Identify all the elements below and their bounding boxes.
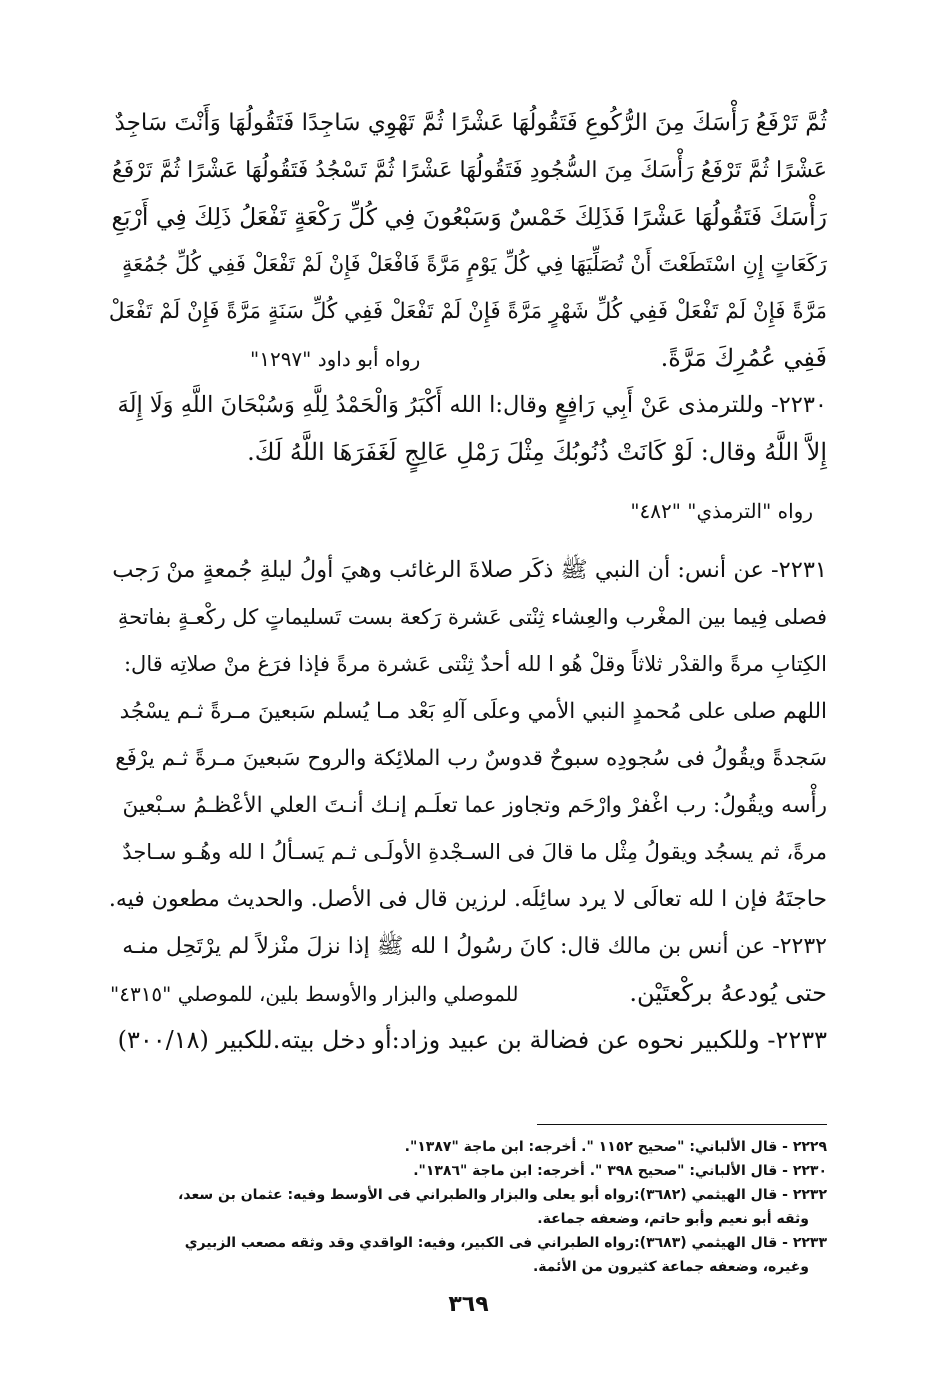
text-line (110, 688, 827, 735)
text-line (110, 641, 827, 688)
hadith-2230-source: رواه "الترمذي" "٤٨٢" (630, 499, 813, 523)
hadith-2229-line-6: فَفِي عُمُرِكَ مَرَّةً. (660, 344, 827, 372)
footnote-2232-continued: وثقه أبو نعيم وأبو حاتم، وضعفه جماعة. (537, 1211, 809, 1227)
text-line (110, 147, 827, 194)
text-line (110, 829, 827, 876)
hadith-2231-line-1: ٢٢٣١- عن أنس: أن النبي ﷺ ذكَر صلاةَ الرغائب وهيَ أولُ ليلةِ جُمعةٍ منْ رَجب (112, 557, 827, 583)
text-line (110, 488, 827, 535)
page-number: ٣٦٩ (448, 1292, 489, 1317)
text-line (110, 735, 827, 782)
text-line (110, 100, 827, 147)
text-line (110, 782, 827, 829)
footnote-divider (537, 1124, 827, 1125)
hadith-2229-line-2: عَشْرًا ثُمَّ تَرْفَعُ رَأْسَكَ مِنَ السُّجُودِ فَتَقُولُهَا عَشْرًا ثُمَّ تَسْجُدُ فَتَقُولُهَا عَشْرًا ثُمَّ تَرْفَعُ (111, 158, 827, 183)
text-line (110, 594, 827, 641)
hadith-2230-line-1: ٢٢٣٠- وللترمذى عَنْ أَبِي رَافِعٍ وقال:ا الله أَكْبَرُ وَالْحَمْدُ لِلَّهِ وَسُبْحَانَ اللَّهِ وَلَا إِلَهَ (117, 392, 827, 418)
hadith-2231-line-2: فصلى فِيما بين المغْرب والعِشاء ثِنْتى عَشرة رَكعة بست تَسليماتٍ كل ركْعـةٍ بفاتحةِ (117, 605, 827, 629)
text-line (110, 241, 827, 288)
hadith-2231-line-4: اللهم صلى على مُحمدٍ النبي الأمي وعلَى آلهِ بَعْد مـا يُسلم سَبعينَ مـرةً ثـم يسْجُد (119, 699, 827, 724)
hadith-2231-line-7: مرةً، ثم يسجُد ويقولُ مِثْل ما قالَ فى السـجْدةِ الأولَـى ثـم يَسـألُ ا لله وهُـو سـاجدٌ (122, 840, 827, 864)
hadith-2232-line-1: ٢٢٣٢- عن أنس بن مالك قال: كانَ رسُولُ ا لله ﷺ إذا نزلَ منْزلاً لم يرْتَحِل منـه (122, 934, 827, 959)
footnote-2229: ٢٢٢٩ - قال الألباني: "صحيح ١١٥٢ ". أخرجه: ابن ماجة "١٣٨٧". (404, 1139, 827, 1155)
hadith-2229-source: رواه أبو داود "١٢٩٧" (250, 347, 421, 371)
footnote-2233: ٢٢٣٣ - قال الهيثمي (٣٦٨٣):رواه الطبراني فى الكبير، وفيه: الواقدي وقد وثقه مصعب الزبيري (184, 1235, 827, 1251)
text-line (110, 876, 827, 923)
hadith-2231-line-8: حاجتَهُ فإن ا لله تعالَى لا يرد سائِلَه. لرزين قال فى الأصل. والحديث مطعون فيه. (108, 887, 827, 912)
hadith-2229-line-3: رَأْسَكَ فَتَقُولُهَا عَشْرًا فَذَلِكَ خَمْسٌ وَسَبْعُونَ فِي كُلِّ رَكْعَةٍ تَفْعَلُ ذَلِكَ فِي أَرْبَعِ (111, 203, 827, 231)
text-line (110, 194, 827, 241)
footnote-2233-continued: وغيره، وضعفه جماعة كثيرون من الأئمة. (532, 1259, 809, 1275)
text-line (110, 429, 827, 476)
text-line (110, 547, 827, 594)
text-line (110, 335, 827, 382)
footnotes (110, 1135, 827, 1279)
hadith-2232-source: للموصلي والبزار والأوسط بلين، للموصلي "٤٣١٥" (110, 982, 519, 1006)
hadith-2231-line-5: سَجدةً ويقُولُ فى سُجودِه سبوحٌ قدوسٌ رب الملائِكة والروح سَبعينَ مـرةً ثـم يرْفَع (115, 746, 827, 771)
text-line (110, 288, 827, 335)
footnote-2230: ٢٢٣٠ - قال الألباني: "صحيح ٣٩٨ ". أخرجه: ابن ماجة "١٣٨٦". (413, 1163, 827, 1179)
hadith-2231-line-3: الكِتابِ مرةً والقدْر ثلاثاً وقلْ هُو ا لله أحدٌ ثِنْتى عَشرة مرةً فإذا فرَغ منْ صلاتِه قال: (123, 652, 827, 676)
hadith-2232-line-2: حتى يُودعهُ بركْعتَيْن. (629, 979, 827, 1007)
text-line (110, 923, 827, 970)
main-text (110, 100, 827, 1064)
hadith-2229-line-1: ثُمَّ تَرْفَعُ رَأْسَكَ مِنَ الرُّكُوعِ فَتَقُولُهَا عَشْرًا ثُمَّ تَهْوِي سَاجِدًا فَتَقُولُهَا وَأَنْتَ سَاجِدٌ (114, 110, 827, 136)
hadith-2229-line-4: رَكَعَاتٍ إِنِ اسْتَطَعْتَ أَنْ تُصَلِّيَهَا فِي كُلِّ يَوْمٍ مَرَّةً فَافْعَلْ فَإِنْ لَمْ تَفْعَلْ فَفِي كُلِّ جُمُعَةٍ (121, 252, 827, 276)
text-line (110, 382, 827, 429)
footnote-2232: ٢٢٣٢ - قال الهيثمي (٣٦٨٢):رواه أبو يعلى والبزار والطبراني فى الأوسط وفيه: عثمان بن سعد، (178, 1187, 827, 1203)
text-line (110, 970, 827, 1017)
hadith-2230-line-2: إِلاَّ اللَّهُ وقال: لَوْ كَانَتْ ذُنُوبُكَ مِثْلَ رَمْلِ عَالِجٍ لَغَفَرَهَا اللَّهُ لَكَ. (247, 438, 827, 466)
hadith-2229-line-5: مَرَّةً فَإِنْ لَمْ تَفْعَلْ فَفِي كُلِّ شَهْرٍ مَرَّةً فَإِنْ لَمْ تَفْعَلْ فَفِي كُلِّ سَنَةٍ مَرَّةً فَإِنْ لَمْ تَفْعَلْ (108, 299, 827, 324)
text-line (110, 1017, 827, 1064)
hadith-2233-line-1: ٢٢٣٣- وللكبير نحوه عن فضالة بن عبيد وزاد:أو دخل بيته.للكبير (٣٠٠/١٨) (117, 1026, 827, 1054)
hadith-2231-line-6: رأْسه ويقُولُ: رب اغْفرْ وارْحَم وتجاوز عما تعلَـم إنـك أنـتَ العلي الأعْظـمُ سـبْعينَ (122, 793, 827, 818)
